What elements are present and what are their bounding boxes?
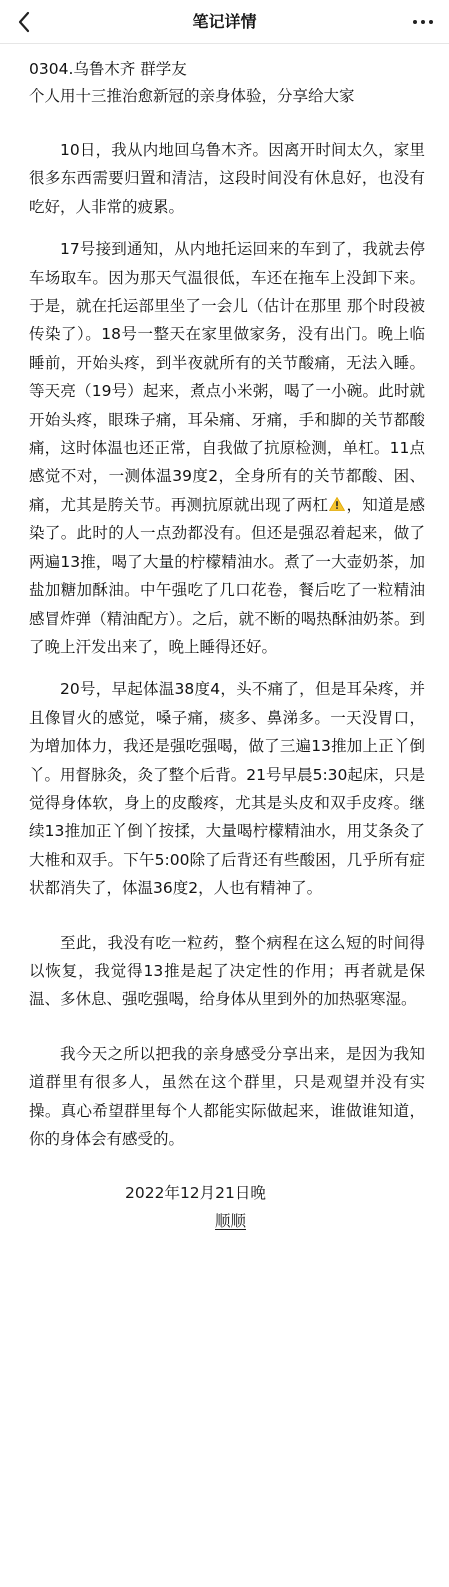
note-heading: 0304.乌鲁木齐 群学友 [29,60,187,78]
spacer [29,1014,425,1040]
spacer [29,221,425,235]
spacer [29,903,425,929]
page-title: 笔记详情 [192,12,257,31]
note-body [29,56,425,1235]
top-bar [0,0,449,44]
more-button[interactable] [407,10,439,34]
paragraph-4: 至此，我没有吃一粒药，整个病程在这么短的时间得以恢复，我觉得13推是起了决定性的作用；再者就是保温、多休息、强吃强喝，给身体从里到外的加热驱寒湿。 [29,933,425,1009]
warning-icon [329,497,345,511]
more-horizontal-icon [413,20,417,24]
paragraph-1: 10日，我从内地回乌鲁木齐。因离开时间太久，家里很多东西需要归置和清洁，这段时间没有休息好，也没有吃好，人非常的疲累。 [29,141,425,216]
spacer [29,110,425,136]
paragraph-5: 我今天之所以把我的亲身感受分享出来，是因为我知道群里有很多人，虽然在这个群里，只是观望并没有实操。真心希望群里每个人都能实际做起来，谁做谁知道，你的身体会有感受的。 [29,1044,425,1148]
paragraph-2-part-a: 17号接到通知，从内地托运回来的车到了，我就去停车场取车。因为那天气温很低，车还在拖车上没卸下来。于是，就在托运部里坐了一会儿（估计在那里 那个时段被传染了）。18号一整天在家里做家务，没有出门。晚上临睡前，开始头疼，到半夜就所有的关节酸痛，无法入睡。等天亮（19号）起来，煮点小米粥，喝了一小碗。此时就开始头疼，眼珠子痛，耳朵痛、牙痛，手和脚的关节都酸痛，这时体温也还正常，自我做了抗原检测，单杠。11点感觉不对，一测体温39度2，全身所有的关节都酸、困、痛，尤其是胯关节。再测抗原就出现了两杠 [29,240,425,514]
more-dot [421,20,425,24]
spacer [29,1153,425,1179]
paragraph-3: 20号，早起体温38度4，头不痛了，但是耳朵疼，并且像冒火的感觉，嗓子痛，痰多、鼻涕多。一天没胃口，为增加体力，我还是强吃强喝，做了三遍13推加上正丫倒丫。用督脉灸，灸了整个后背。21号早晨5:30起床，只是觉得身体软，身上的皮酸疼，尤其是头皮和双手皮疼。继续13推加正丫倒丫按揉，大量喝柠檬精油水，用艾条灸了大椎和双手。下午5:00除了后背还有些酸困，几乎所有症状都消失了，体温36度2，人也有精神了。 [29,680,425,898]
note-subtitle: 个人用十三推治愈新冠的亲身体验，分享给大家 [29,87,355,105]
spacer [29,661,425,675]
more-dot [429,20,433,24]
signature-author: 顺顺 [215,1212,247,1231]
paragraph-2 [29,235,425,661]
signature-date: 2022年12月21日晚 [125,1184,266,1203]
paragraph-2-part-b: ，知道是感染了。此时的人一点劲都没有。但还是强忍着起来，做了两遍13推，喝了大量的柠檬精油水。煮了一大壶奶茶，加盐加糖加酥油。中午强吃了几口花卷，餐后吃了一粒精油感冒炸弹（精油配方）。之后，就不断的喝热酥油奶茶。到了晚上汗发出来了，晚上睡得还好。 [29,495,425,656]
